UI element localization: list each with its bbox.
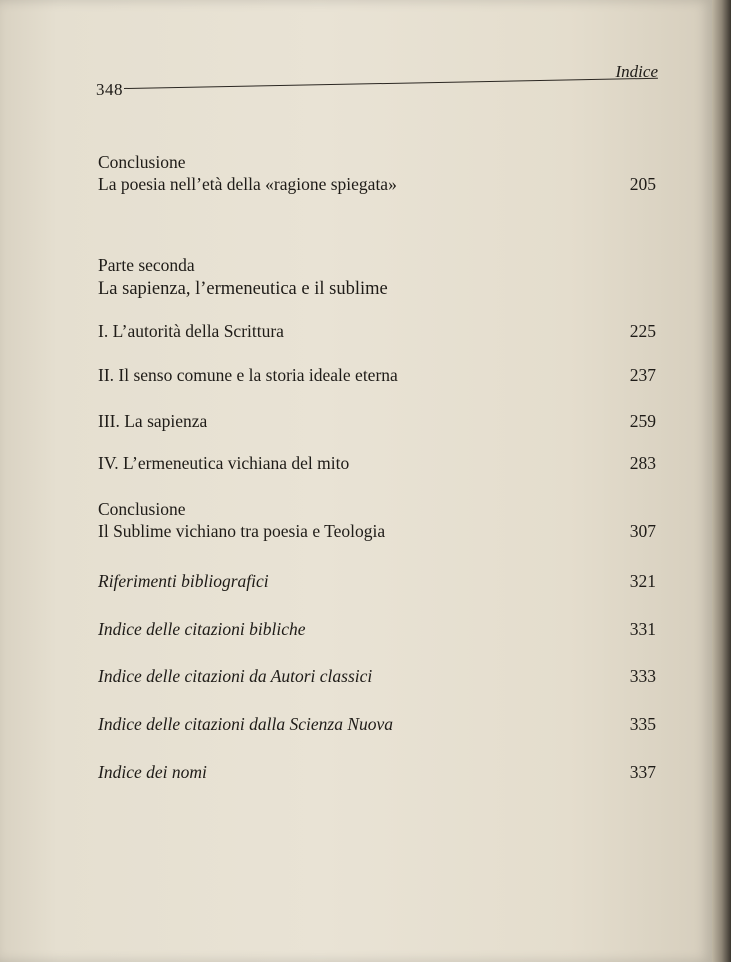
entry-title: Indice delle citazioni bibliche — [98, 619, 306, 639]
entry-title: II. Il senso comune e la storia ideale eterna — [98, 365, 398, 385]
entry-title: Riferimenti bibliografici — [98, 571, 269, 591]
book-edge — [712, 0, 731, 962]
entry-page: 225 — [629, 321, 656, 341]
toc-entry-index-scienza-nuova — [98, 713, 656, 735]
toc-entry-index-classical — [98, 665, 656, 687]
entry-title: Indice delle citazioni dalla Scienza Nuova — [98, 714, 394, 734]
entry-page: 331 — [629, 619, 656, 639]
toc-entry-chapter-2 — [98, 364, 656, 386]
page-number: 348 — [96, 80, 123, 99]
entry-page: 335 — [629, 714, 656, 734]
entry-label: Conclusione — [98, 499, 186, 519]
entry-label: Conclusione — [98, 152, 186, 172]
toc-entry-chapter-3 — [98, 410, 656, 432]
header-rule — [124, 78, 658, 89]
entry-page: 205 — [629, 174, 656, 194]
entry-page: 337 — [629, 762, 656, 782]
entry-page: 307 — [629, 521, 656, 541]
entry-title: Il Sublime vichiano tra poesia e Teologia — [98, 521, 386, 541]
entry-page: 321 — [629, 571, 656, 591]
page-header — [96, 62, 658, 102]
entry-title: Indice delle citazioni da Autori classici — [98, 666, 373, 686]
entry-title: III. La sapienza — [98, 411, 208, 431]
toc-entry-bibliography — [98, 570, 656, 592]
toc-entry-chapter-1 — [98, 320, 656, 342]
entry-page: 237 — [629, 365, 656, 385]
entry-page: 259 — [629, 411, 656, 431]
toc-entry-index-biblical — [98, 618, 656, 640]
entry-page: 283 — [629, 453, 656, 473]
entry-title: Indice dei nomi — [98, 762, 207, 782]
running-title: Indice — [615, 62, 658, 81]
entry-title: IV. L’ermeneutica vichiana del mito — [98, 453, 350, 473]
toc-entry-conclusione-2 — [98, 498, 656, 542]
part-title: La sapienza, l’ermeneutica e il sublime — [98, 279, 388, 299]
toc-entry-chapter-4 — [98, 452, 656, 474]
toc-entry-index-names — [98, 761, 656, 783]
part-label: Parte seconda — [98, 255, 195, 275]
part-heading — [98, 253, 658, 301]
entry-title: I. L’autorità della Scrittura — [98, 321, 284, 341]
entry-page: 333 — [629, 666, 656, 686]
entry-title: La poesia nell’età della «ragione spiegata» — [98, 174, 397, 194]
toc-entry-conclusione-1 — [98, 151, 656, 195]
